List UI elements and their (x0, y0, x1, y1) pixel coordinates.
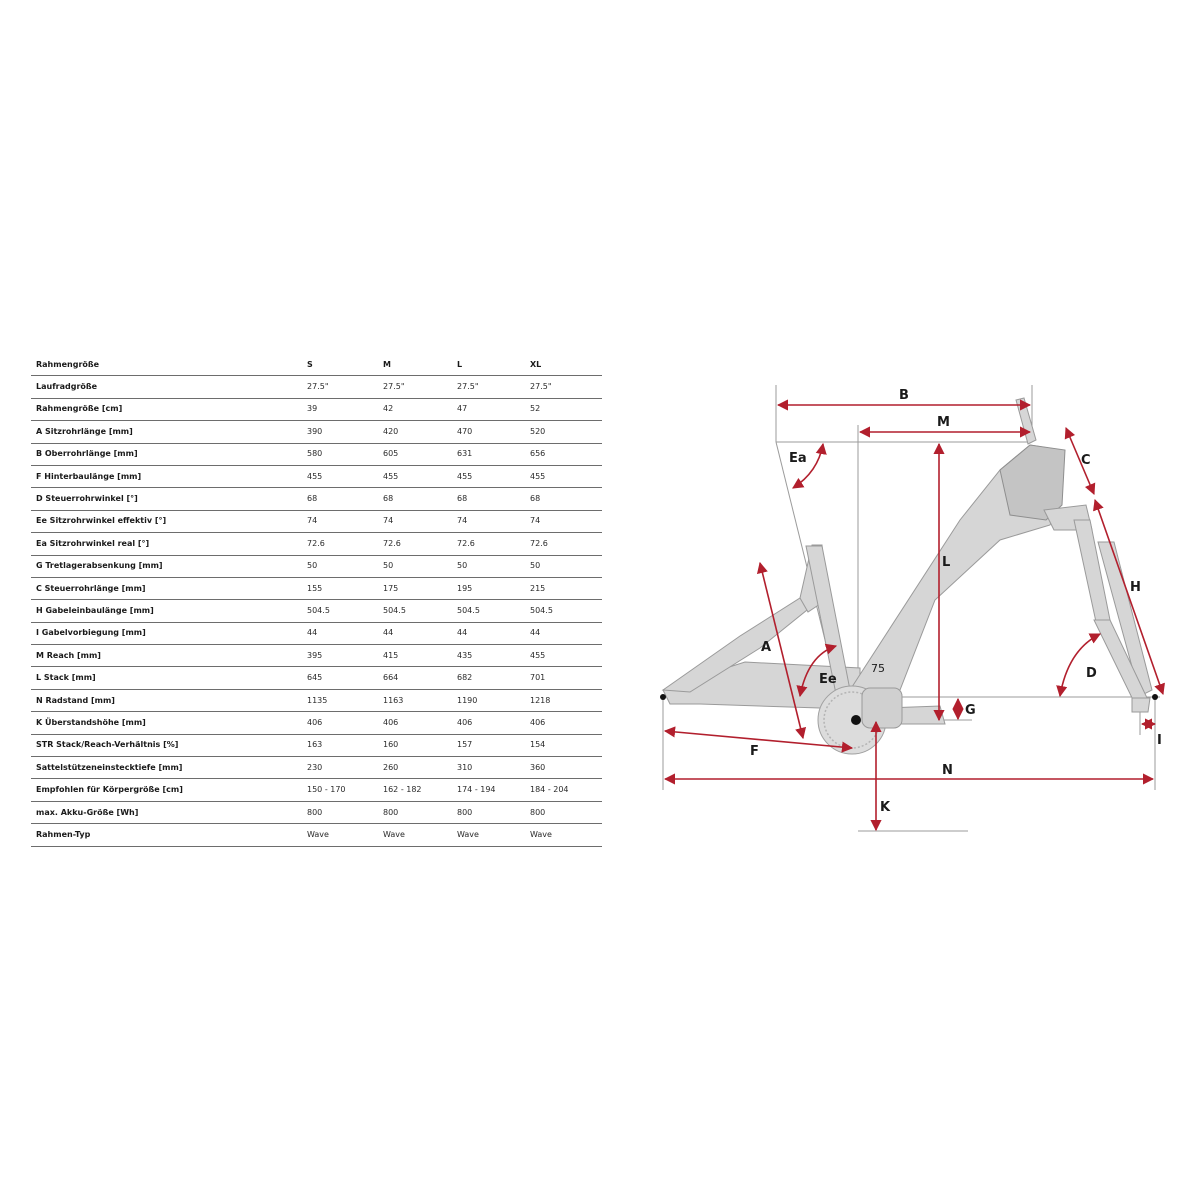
table-row (31, 465, 602, 487)
table-body (31, 376, 602, 846)
row-value: 74 (378, 510, 452, 532)
label-ea: Ea (789, 451, 807, 466)
row-value: 455 (525, 645, 602, 667)
table-row (31, 533, 602, 555)
row-value: 74 (525, 510, 602, 532)
table-row (31, 712, 602, 734)
row-value: 455 (302, 465, 378, 487)
row-value: 50 (302, 555, 378, 577)
row-value: 68 (525, 488, 602, 510)
header-frame-size: Rahmengröße (31, 354, 302, 376)
row-label: Ea Sitzrohrwinkel real [°] (31, 533, 302, 555)
row-value: 800 (452, 801, 525, 823)
row-label: D Steuerrohrwinkel [°] (31, 488, 302, 510)
table-row (31, 443, 602, 465)
row-value: 656 (525, 443, 602, 465)
row-value: 72.6 (525, 533, 602, 555)
row-value: 44 (302, 622, 378, 644)
row-label: N Radstand [mm] (31, 689, 302, 711)
header-size-xl: XL (525, 354, 602, 376)
row-value: 455 (525, 465, 602, 487)
row-value: 800 (302, 801, 378, 823)
row-value: 664 (378, 667, 452, 689)
row-value: 360 (525, 757, 602, 779)
front-axle-point (1152, 694, 1158, 700)
row-value: 215 (525, 577, 602, 599)
row-value: 470 (452, 421, 525, 443)
row-value: 230 (302, 757, 378, 779)
table-row (31, 824, 602, 846)
row-label: C Steuerrohrlänge [mm] (31, 577, 302, 599)
row-value: 175 (378, 577, 452, 599)
table-row (31, 421, 602, 443)
row-value: 74 (302, 510, 378, 532)
row-value: 1190 (452, 689, 525, 711)
row-value: 195 (452, 577, 525, 599)
row-value: 645 (302, 667, 378, 689)
row-value: 504.5 (452, 600, 525, 622)
row-value: 27.5" (302, 376, 378, 398)
row-value: 47 (452, 398, 525, 420)
row-value: 504.5 (302, 600, 378, 622)
label-b: B (899, 388, 909, 403)
label-ee: Ee (819, 672, 837, 687)
label-m: M (937, 415, 950, 430)
row-value: 68 (378, 488, 452, 510)
label-n: N (942, 763, 953, 778)
row-value: 150 - 170 (302, 779, 378, 801)
row-value: 406 (378, 712, 452, 734)
row-value: 27.5" (525, 376, 602, 398)
table-row (31, 398, 602, 420)
row-value: 74 (452, 510, 525, 532)
geometry-table (31, 354, 602, 847)
row-label: Laufradgröße (31, 376, 302, 398)
row-value: 390 (302, 421, 378, 443)
row-value: 435 (452, 645, 525, 667)
row-value: 504.5 (525, 600, 602, 622)
row-value: 163 (302, 734, 378, 756)
table-header-row (31, 354, 602, 376)
bike-geometry-diagram (640, 370, 1185, 840)
row-label: A Sitzrohrlänge [mm] (31, 421, 302, 443)
row-label: L Stack [mm] (31, 667, 302, 689)
row-label: Sattelstützeneinstecktiefe [mm] (31, 757, 302, 779)
row-value: 395 (302, 645, 378, 667)
table-row (31, 779, 602, 801)
row-value: 631 (452, 443, 525, 465)
row-label: Ee Sitzrohrwinkel effektiv [°] (31, 510, 302, 532)
row-label: I Gabelvorbiegung [mm] (31, 622, 302, 644)
table-row (31, 757, 602, 779)
label-k: K (880, 800, 891, 815)
row-value: 415 (378, 645, 452, 667)
table-row (31, 645, 602, 667)
table-row (31, 667, 602, 689)
label-d: D (1086, 666, 1097, 681)
label-i: I (1157, 733, 1162, 748)
row-value: 1163 (378, 689, 452, 711)
row-value: 50 (452, 555, 525, 577)
table-row (31, 734, 602, 756)
rear-axle-point (660, 694, 666, 700)
row-label: Rahmengröße [cm] (31, 398, 302, 420)
row-value: 68 (302, 488, 378, 510)
table-row (31, 577, 602, 599)
row-value: 162 - 182 (378, 779, 452, 801)
row-value: 160 (378, 734, 452, 756)
row-value: 42 (378, 398, 452, 420)
table-row (31, 510, 602, 532)
row-value: 800 (378, 801, 452, 823)
row-value: 682 (452, 667, 525, 689)
row-value: 605 (378, 443, 452, 465)
row-value: 406 (302, 712, 378, 734)
header-size-s: S (302, 354, 378, 376)
table-row (31, 376, 602, 398)
table-row (31, 555, 602, 577)
row-value: 184 - 204 (525, 779, 602, 801)
label-a: A (761, 640, 772, 655)
table-row (31, 488, 602, 510)
label-l: L (942, 555, 951, 570)
row-value: 72.6 (378, 533, 452, 555)
row-value: 504.5 (378, 600, 452, 622)
table-row (31, 600, 602, 622)
row-label: STR Stack/Reach-Verhältnis [%] (31, 734, 302, 756)
label-g: G (965, 703, 976, 718)
header-size-l: L (452, 354, 525, 376)
row-value: 72.6 (302, 533, 378, 555)
row-value: 157 (452, 734, 525, 756)
row-label: Empfohlen für Körpergröße [cm] (31, 779, 302, 801)
row-value: 155 (302, 577, 378, 599)
row-label: K Überstandshöhe [mm] (31, 712, 302, 734)
row-value: 44 (525, 622, 602, 644)
row-label: Rahmen-Typ (31, 824, 302, 846)
row-value: 72.6 (452, 533, 525, 555)
bottom-bracket-point (851, 715, 861, 725)
row-label: F Hinterbaulänge [mm] (31, 465, 302, 487)
row-value: 39 (302, 398, 378, 420)
row-value: 455 (452, 465, 525, 487)
label-c: C (1081, 453, 1091, 468)
row-value: 520 (525, 421, 602, 443)
header-size-m: M (378, 354, 452, 376)
row-value: Wave (378, 824, 452, 846)
row-value: 406 (452, 712, 525, 734)
row-value: 27.5" (452, 376, 525, 398)
table-row (31, 622, 602, 644)
row-value: 1218 (525, 689, 602, 711)
row-label: H Gabeleinbaulänge [mm] (31, 600, 302, 622)
row-value: 580 (302, 443, 378, 465)
row-value: 1135 (302, 689, 378, 711)
table-row (31, 801, 602, 823)
row-label: G Tretlagerabsenkung [mm] (31, 555, 302, 577)
row-value: 44 (378, 622, 452, 644)
row-value: 260 (378, 757, 452, 779)
row-value: 420 (378, 421, 452, 443)
row-value: 154 (525, 734, 602, 756)
row-value: 701 (525, 667, 602, 689)
row-value: Wave (302, 824, 378, 846)
row-value: 800 (525, 801, 602, 823)
dim-d-arc (1060, 634, 1100, 696)
bike-frame (663, 398, 1152, 754)
table-row (31, 689, 602, 711)
row-value: 174 - 194 (452, 779, 525, 801)
row-label: M Reach [mm] (31, 645, 302, 667)
row-label: B Oberrohrlänge [mm] (31, 443, 302, 465)
row-value: 44 (452, 622, 525, 644)
row-value: 27.5" (378, 376, 452, 398)
row-value: 455 (378, 465, 452, 487)
row-value: 52 (525, 398, 602, 420)
row-value: 310 (452, 757, 525, 779)
row-value: Wave (525, 824, 602, 846)
row-label: max. Akku-Größe [Wh] (31, 801, 302, 823)
label-offset-75: 75 (871, 662, 885, 675)
row-value: Wave (452, 824, 525, 846)
label-f: F (750, 744, 759, 759)
row-value: 68 (452, 488, 525, 510)
row-value: 406 (525, 712, 602, 734)
label-h: H (1130, 580, 1141, 595)
row-value: 50 (378, 555, 452, 577)
row-value: 50 (525, 555, 602, 577)
